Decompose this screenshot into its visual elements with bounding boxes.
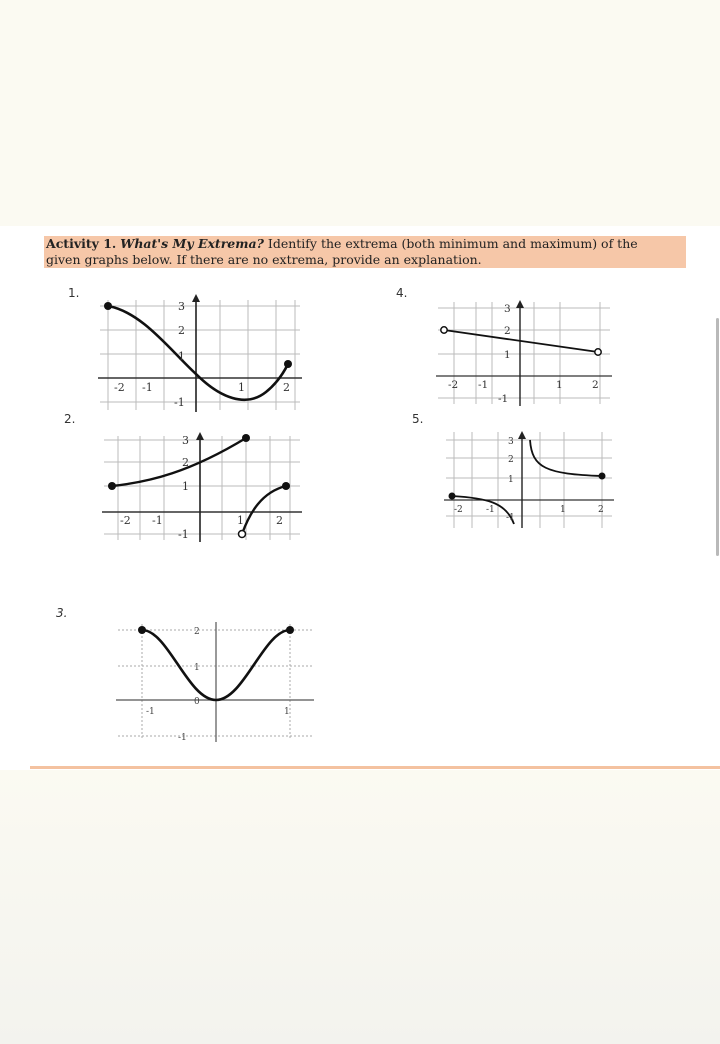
- closed-point: [282, 482, 290, 490]
- y-tick: 2: [182, 456, 189, 469]
- x-tick: 2: [276, 514, 283, 527]
- y-axis-arrow-icon: [516, 300, 524, 308]
- x-tick: -2: [454, 505, 463, 515]
- x-tick: 1: [237, 514, 244, 527]
- closed-point: [599, 473, 606, 480]
- open-point: [441, 327, 447, 333]
- activity-heading: [44, 236, 686, 268]
- instructions-line2: given graphs below. If there are no extrema, provide an explanation.: [46, 252, 482, 267]
- blank-area: [0, 770, 720, 1044]
- open-point: [239, 531, 246, 538]
- x-tick: -1: [146, 707, 155, 717]
- open-point: [595, 349, 601, 355]
- closed-point: [138, 626, 146, 634]
- y-tick: 2: [508, 455, 514, 465]
- y-tick: -1: [498, 393, 509, 405]
- x-tick: 1: [556, 379, 563, 391]
- x-tick: -2: [448, 379, 459, 391]
- y-tick: 2: [194, 627, 200, 637]
- x-tick: 2: [598, 505, 604, 515]
- x-tick: -2: [114, 381, 125, 394]
- graph-5: [436, 428, 618, 532]
- activity-title: What's My Extrema?: [120, 236, 264, 251]
- graph-4-number: 4.: [396, 286, 408, 300]
- graph-3-number: 3.: [56, 606, 68, 620]
- x-tick: -1: [478, 379, 489, 391]
- y-axis-arrow-icon: [196, 432, 204, 440]
- closed-point: [286, 626, 294, 634]
- x-tick: -1: [142, 381, 153, 394]
- y-tick: 3: [504, 303, 511, 315]
- instructions-line1: Identify the extrema (both minimum and maximum) of the: [267, 236, 638, 251]
- footer-rule: [30, 766, 720, 769]
- curve: [108, 306, 288, 400]
- graph-3: [108, 616, 320, 746]
- x-tick: -1: [486, 505, 495, 515]
- y-axis-arrow-icon: [518, 431, 526, 439]
- y-tick: -1: [506, 513, 515, 523]
- y-tick: -1: [178, 733, 187, 743]
- scrollbar[interactable]: [716, 318, 719, 556]
- closed-point: [104, 302, 112, 310]
- y-tick: 3: [178, 300, 185, 313]
- y-tick: 0: [194, 697, 200, 707]
- y-tick: 1: [194, 663, 200, 673]
- x-tick: 1: [284, 707, 290, 717]
- x-tick: -2: [120, 514, 131, 527]
- y-tick: 2: [178, 324, 185, 337]
- y-tick: -1: [174, 396, 185, 409]
- graph-1: [90, 290, 310, 415]
- y-tick: 1: [178, 350, 185, 363]
- graph-1-number: 1.: [68, 286, 80, 300]
- activity-label: Activity 1.: [46, 236, 117, 251]
- y-tick: 1: [508, 475, 514, 485]
- y-tick: 1: [182, 480, 189, 493]
- graph-5-number: 5.: [412, 412, 424, 426]
- x-tick: -1: [152, 514, 163, 527]
- y-tick: 3: [182, 434, 189, 447]
- line: [444, 330, 598, 352]
- closed-point: [284, 360, 292, 368]
- graph-4: [428, 296, 618, 408]
- closed-point: [108, 482, 116, 490]
- graph-2-number: 2.: [64, 412, 76, 426]
- closed-point: [242, 434, 250, 442]
- x-tick: 1: [238, 381, 245, 394]
- y-tick: 3: [508, 437, 514, 447]
- graph-2: [90, 428, 310, 543]
- y-tick: 2: [504, 325, 511, 337]
- x-tick: 2: [283, 381, 290, 394]
- y-tick: -1: [178, 528, 189, 541]
- y-axis-arrow-icon: [192, 294, 200, 302]
- x-tick: 2: [592, 379, 599, 391]
- closed-point: [449, 493, 456, 500]
- x-tick: 1: [560, 505, 566, 515]
- y-tick: 1: [504, 349, 511, 361]
